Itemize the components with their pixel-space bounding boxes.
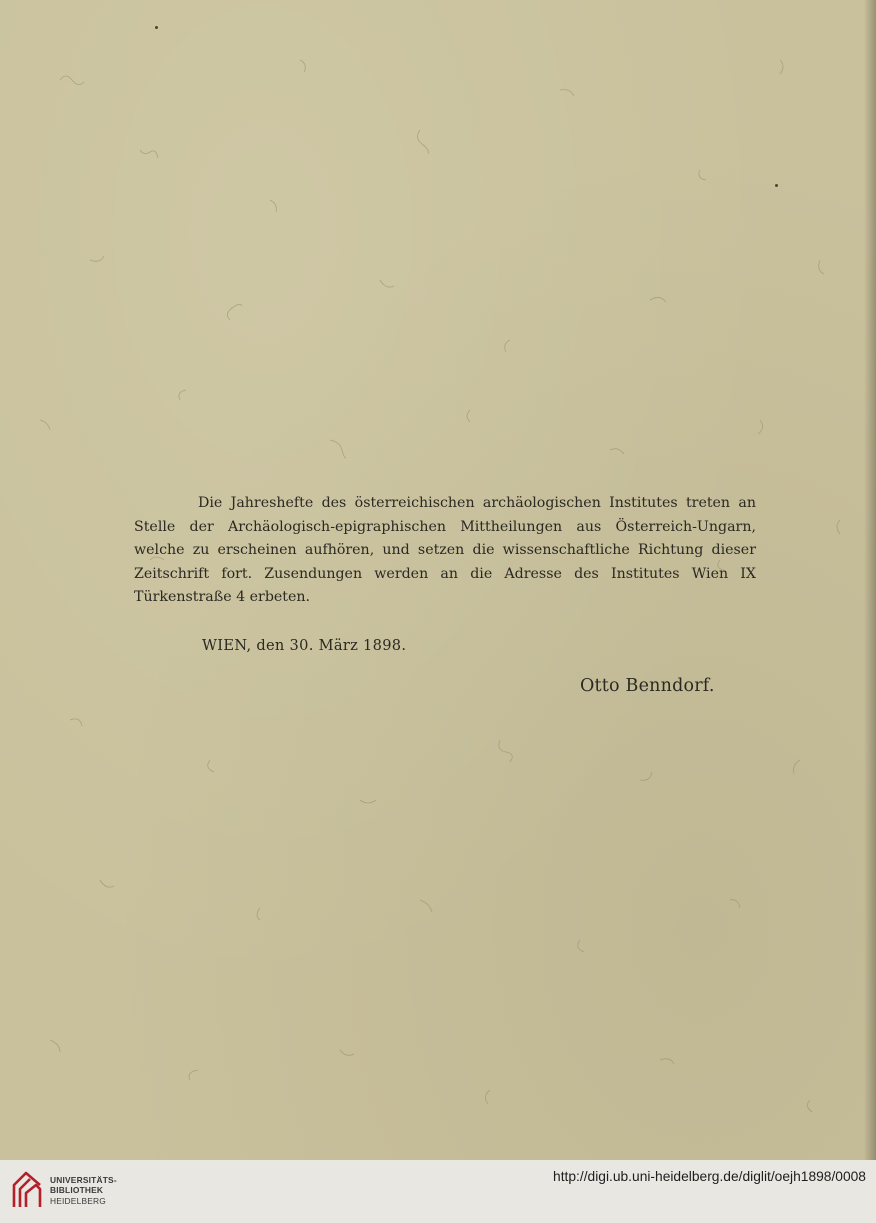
library-line-1: UNIVERSITÄTS- <box>50 1175 117 1185</box>
main-paragraph-block <box>134 492 756 610</box>
ink-speck-top <box>155 26 158 29</box>
university-library-logo-icon <box>10 1167 44 1213</box>
source-url[interactable]: http://digi.ub.uni-heidelberg.de/diglit/oejh1898/0008 <box>553 1169 866 1184</box>
notice-paragraph: Die Jahreshefte des österreichischen archäologischen Institutes treten an Stelle der Archäologisch-epigraphischen Mittheilungen aus Österreich-Ungarn, welche zu erscheinen aufhören, und setzen die wissenschaftliche Richtung dieser Zeitschrift fort. Zusendungen werden an die Adresse des Institutes Wien IX Türkenstraße 4 erbeten. <box>134 495 756 605</box>
library-line-2: BIBLIOTHEK <box>50 1185 104 1196</box>
date-line: WIEN, den 30. März 1898. <box>202 637 407 654</box>
library-name <box>50 1175 117 1206</box>
page-edge-shadow <box>864 0 876 1160</box>
ink-speck-right <box>775 184 778 187</box>
signature: Otto Benndorf. <box>580 676 715 696</box>
library-line-3: HEIDELBERG <box>50 1195 106 1206</box>
